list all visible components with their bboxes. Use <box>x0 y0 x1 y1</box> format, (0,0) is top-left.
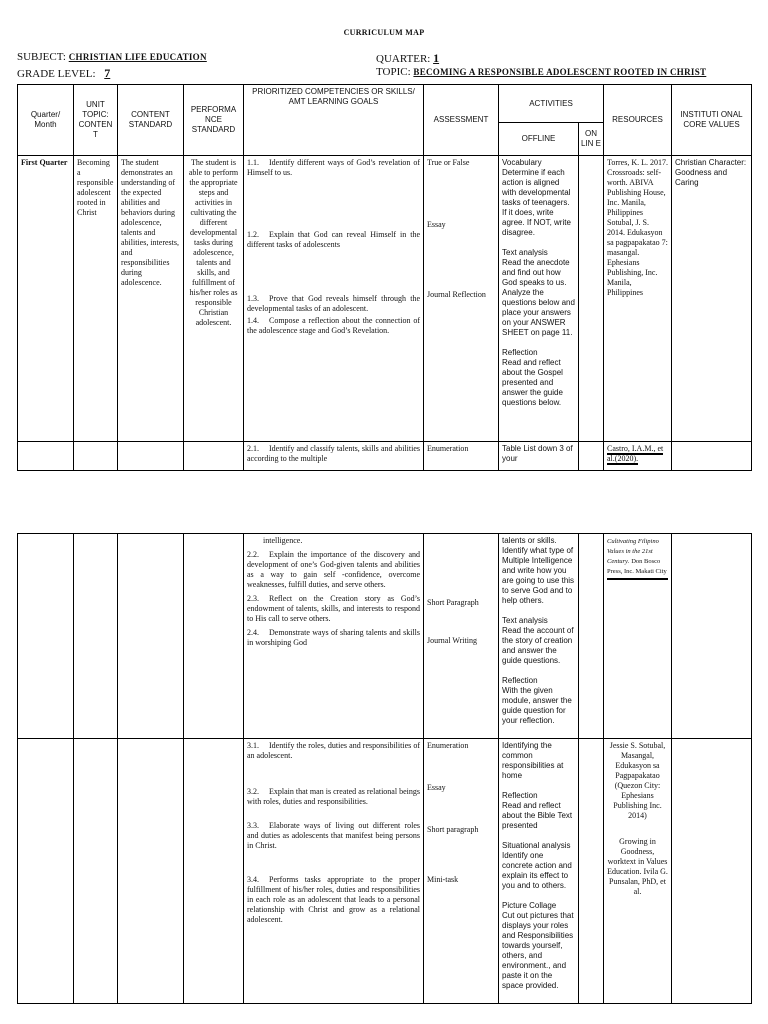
competencies-cell <box>244 534 424 739</box>
header-unit: UNIT TOPIC: CONTEN T <box>74 85 118 156</box>
competency-item: 3.1. Identify the roles, duties and responsibilities of an adolescent. <box>247 741 420 760</box>
offline-activity-cell: Table List down 3 of your <box>499 442 579 471</box>
header-quarter: Quarter/ Month <box>18 85 74 156</box>
assessment-item: Short Paragraph <box>427 598 479 607</box>
subject-label: SUBJECT: <box>17 51 66 63</box>
header-performance-standard: PERFORMA NCE STANDARD <box>184 85 244 156</box>
grade-value: 7 <box>104 66 111 80</box>
assessment-cell: Enumeration <box>424 442 499 471</box>
activity-item: talents or skills. Identify what type of Multiple Intelligence and write how you are going to use this to serve God and to help others. <box>502 536 575 605</box>
table-row <box>18 442 752 471</box>
competencies-cell <box>244 156 424 442</box>
quarter-label: QUARTER: <box>376 53 431 65</box>
assessment-cell <box>424 739 499 1004</box>
activity-item: Text analysis Read the account of the story of creation and answer the guide questions. <box>502 616 574 665</box>
activity-item: Reflection With the given module, answer the guide question for your reflection. <box>502 676 572 725</box>
competency-item: 2.4. Demonstrate ways of sharing talents and skills in worshiping God <box>247 628 420 647</box>
resource-item: Growing in Goodness, worktext in Values Education. Ivila G. Punsalan, PhD, et al. <box>607 837 668 896</box>
activity-item: Vocabulary Determine if each action is aligned with developmental tasks of teenagers. If it does, write agree. If NOT, write disagree. <box>502 158 571 237</box>
header-online: ON LIN E <box>579 123 604 156</box>
activity-item: Picture Collage Cut out pictures that displays your roles and Responsibilities towards yourself, others, and environment., and paste it on the space provided. <box>502 901 574 990</box>
grade-label: GRADE LEVEL: <box>17 68 96 80</box>
assessment-item: Journal Writing <box>427 636 477 645</box>
competency-item: 1.3. Prove that God reveals himself through the developmental tasks of an adolescent. <box>247 294 420 313</box>
table-row <box>18 739 752 1004</box>
assessment-item: Journal Reflection <box>427 290 486 299</box>
curriculum-table-page2 <box>17 533 752 1004</box>
table-row <box>18 156 752 442</box>
competency-item: 2.1. Identify and classify talents, skills and abilities according to the multiple <box>247 444 420 463</box>
resources-cell: Castro, I.A.M., et al.(2020). <box>604 442 672 471</box>
competency-item: 2.2. Explain the importance of the discovery and development of one’s God-given talents and abilities as a way to gain self -confidence, overcome weaknesses, fulfill duties, and serve others. <box>247 550 420 589</box>
competency-item: 1.4. Compose a reflection about the connection of the adolescence stage and God’s Revelation. <box>247 316 420 335</box>
offline-activity-cell <box>499 534 579 739</box>
quarter-line <box>376 51 439 66</box>
activity-item: Situational analysis Identify one concrete action and explain its effect to you and to others. <box>502 841 572 890</box>
activity-item: Text analysis Read the anecdote and find out how God speaks to us. Analyze the questions below and place your answers on your ANSWER SHEET on page 11. <box>502 248 575 337</box>
assessment-item: True or False <box>427 158 470 167</box>
resources-cell <box>604 534 672 739</box>
competencies-cell <box>244 739 424 1004</box>
resources-cell: Torres, K. L. 2017. Crossroads: self-worth. ABIVA Publishing House, Inc. Manila, Philippines Sotubal, J. S. 2014. Edukasyon sa pagpapakatao 7: masangal. Ephesians Publishing, Inc. Manila, Philippines <box>604 156 672 442</box>
competencies-cell <box>244 442 424 471</box>
assessment-item: Enumeration <box>427 741 469 750</box>
competency-item: 3.2. Explain that man is created as relational beings with roles, duties and responsibilities. <box>247 787 420 806</box>
assessment-item: Essay <box>427 783 446 792</box>
header-offline: OFFLINE <box>499 123 579 156</box>
subject-line <box>17 51 207 63</box>
activity-item: Identifying the common responsibilities at home <box>502 741 564 780</box>
resource-item: Cultivating Filipino Values in the 21st Century. Don Bosco Press, Inc. Makati City <box>607 536 668 580</box>
content-standard-cell: The student demonstrates an understanding of the expected abilities and behaviors during adolescence, talents and abilities, interests, and responsibilities during adolescence. <box>118 156 184 442</box>
offline-activity-cell <box>499 156 579 442</box>
header-assessment: ASSESSMENT <box>424 85 499 156</box>
table-row <box>18 534 752 739</box>
offline-activity-cell <box>499 739 579 1004</box>
header-core-values: INSTITUTI ONAL CORE VALUES <box>672 85 752 156</box>
competency-item: 1.2. Explain that God can reveal Himself in the different tasks of adolescents <box>247 230 420 249</box>
competency-item: 1.1. Identify different ways of God’s revelation of Himself to us. <box>247 158 420 177</box>
topic-line <box>376 66 706 78</box>
performance-standard-cell: The student is able to perform the appropriate steps and activities in cultivating the different developmental tasks during adolescence, talents and skills, and fulfillment of his/her roles as responsible Christian adolescent. <box>184 156 244 442</box>
resources-cell <box>604 739 672 1004</box>
curriculum-table-page1 <box>17 84 752 471</box>
online-activity-cell <box>579 156 604 442</box>
assessment-item: Mini-task <box>427 875 459 884</box>
competency-continuation: intelligence. <box>263 536 303 545</box>
competency-item: 3.4. Performs tasks appropriate to the proper fulfillment of his/her roles, duties and responsibilities in each role as an adolescent that leads to a personal relationship with Christ and grow as a relational adolescent. <box>247 875 420 924</box>
quarter-cell: First Quarter <box>18 156 74 442</box>
header-content-standard: CONTENT STANDARD <box>118 85 184 156</box>
assessment-cell <box>424 534 499 739</box>
assessment-item: Essay <box>427 220 446 229</box>
assessment-item: Short paragraph <box>427 825 479 834</box>
topic-label: TOPIC: <box>376 66 411 78</box>
core-values-cell: Christian Character: Goodness and Caring <box>672 156 752 442</box>
competency-item: 3.3. Elaborate ways of living out different roles and duties as adolescents that manifest being persons in Christ. <box>247 821 420 850</box>
document-title: CURRICULUM MAP <box>343 28 425 37</box>
competency-item: 2.3. Reflect on the Creation story as God’s endowment of talents, skills, and interests to respond to His call to serve others. <box>247 594 420 623</box>
unit-cell: Becoming a responsible adolescent rooted in Christ <box>74 156 118 442</box>
grade-line <box>17 66 110 81</box>
subject-value: CHRISTIAN LIFE EDUCATION <box>68 52 207 62</box>
assessment-cell <box>424 156 499 442</box>
header-competencies: PRIORITIZED COMPETENCIES OR SKILLS/ AMT LEARNING GOALS <box>244 85 424 156</box>
activity-item: Reflection Read and reflect about the Bible Text presented <box>502 791 573 830</box>
resource-item: Jessie S. Sotubal, Masangal, Edukasyon sa Pagpapakatao (Quezon City: Ephesians Publishing Inc. 2014) <box>609 741 666 820</box>
activity-item: Reflection Read and reflect about the Gospel presented and answer the guide questions below. <box>502 348 563 407</box>
header-activities: ACTIVITIES <box>499 85 604 123</box>
quarter-value: 1 <box>433 51 440 65</box>
header-row <box>18 85 752 123</box>
header-resources: RESOURCES <box>604 85 672 156</box>
topic-value: BECOMING A RESPONSIBLE ADOLESCENT ROOTED IN CHRIST <box>413 67 707 77</box>
